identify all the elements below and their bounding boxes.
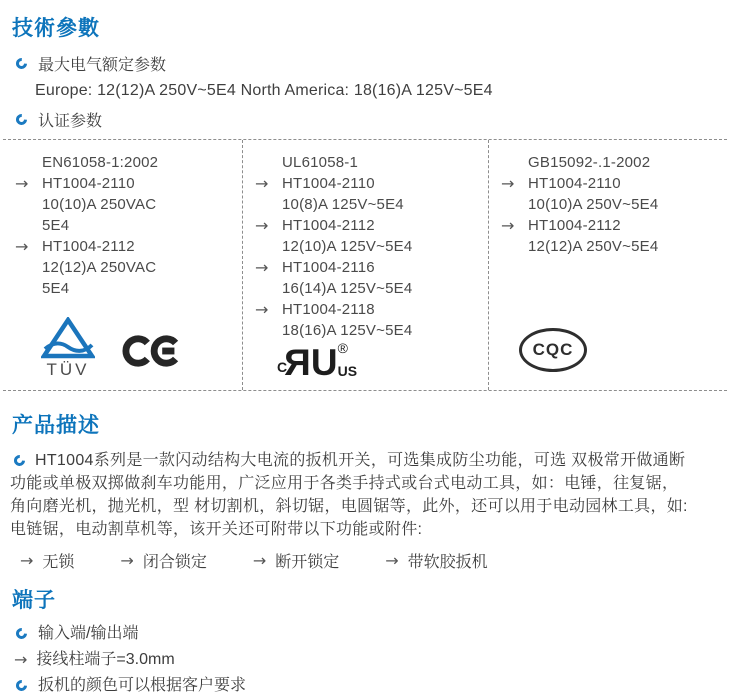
rating-row: 12(10)A 125V~5E4 [282,238,413,255]
model-row [501,173,727,194]
arrow-icon: → [15,236,29,256]
model-row [255,173,488,194]
feature-label: 闭合锁定 [142,554,207,571]
arrow-icon: → [255,299,269,319]
ul-us-label: US [337,363,358,379]
description-line [14,449,730,472]
terminal-label: 扳机的颜色可以根据客户要求 [38,677,247,694]
model-row [15,236,242,257]
cqc-logo [519,328,587,372]
terminal-label: 接线柱端子=3.0mm [36,651,175,668]
model-number: HT1004-2112 [528,217,621,234]
cert-column-gb [489,140,727,390]
model-number: HT1004-2116 [282,259,375,276]
rating-row: 5E4 [42,280,70,297]
ul-right-labels [338,341,357,378]
product-description-section [0,409,730,572]
feature-label: 无锁 [42,554,75,571]
model-number: HT1004-2118 [282,301,375,318]
model-number: HT1004-2110 [528,175,621,192]
ce-mark-icon [121,332,179,370]
rating-row: 12(12)A 250VAC [42,259,157,276]
circle-bullet-icon [12,453,28,469]
standard-name: EN61058-1:2002 [42,154,159,171]
arrow-icon: → [255,215,269,235]
section-title-terminals: 端子 [12,589,56,612]
cert-logos-cqc [501,328,727,382]
description-line: 角向磨光机，抛光机，型 材切割机，斜切锯，电圆锯等，此外，还可以用于电动园林工具，如: [10,498,688,515]
circle-bullet-icon [14,56,30,72]
model-row [501,215,727,236]
arrow-icon: → [255,257,269,277]
model-number: HT1004-2112 [42,238,135,255]
standard-name: UL61058-1 [282,154,359,171]
arrow-icon: → [501,173,515,193]
circle-bullet-icon [14,626,30,642]
arrow-icon: → [15,173,29,193]
model-number: HT1004-2112 [282,217,375,234]
feature-item [385,549,487,572]
rating-row: 5E4 [42,217,70,234]
circle-bullet-icon [14,678,30,694]
terminal-item [16,676,730,695]
certification-table [3,139,727,391]
feature-item [120,549,206,572]
section-title-tech-params: 技術參數 [12,17,100,40]
cert-params-bullet [16,108,730,131]
standard-name: GB15092-.1-2002 [528,154,651,171]
rating-row: 10(10)A 250VAC [42,196,157,213]
cert-logos-en [15,317,242,382]
model-number: HT1004-2110 [282,175,375,192]
cert-column-en [3,140,243,390]
feature-item [20,549,74,572]
model-row [255,299,488,320]
rating-row: 12(12)A 250V~5E4 [528,238,659,255]
feature-label: 带软胶扳机 [407,554,488,571]
model-row [255,257,488,278]
max-rating-label: 最大电气额定参数 [38,57,167,74]
terminals-section [0,584,730,695]
rating-row: 16(14)A 125V~5E4 [282,280,413,297]
rating-row: 18(16)A 125V~5E4 [282,322,413,339]
cert-params-label: 认证参数 [38,113,103,130]
max-rating-values: Europe: 12(12)A 250V~5E4 North America: 18(16)A 125V~5E4 [35,82,493,99]
feature-item [253,549,339,572]
ul-letters [287,341,335,383]
ul-reversed-r: R [287,341,311,383]
max-rating-bullet [16,52,730,75]
rating-row: 10(10)A 250V~5E4 [528,196,659,213]
model-row [15,173,242,194]
model-number: HT1004-2110 [42,175,135,192]
cert-logos-ul [255,341,488,382]
ul-recognized-mark-icon [277,340,358,383]
tuv-triangle-icon [41,317,95,359]
tech-params-section [0,12,730,131]
ul-c-label: C [277,359,288,375]
arrow-icon: → [20,550,34,570]
rating-row: 10(8)A 125V~5E4 [282,196,404,213]
arrow-icon: → [385,550,399,570]
arrow-icon: → [255,173,269,193]
tuv-label: TÜV [46,360,90,379]
cert-column-ul [243,140,489,390]
circle-bullet-icon [14,112,30,128]
arrow-icon: → [501,215,515,235]
feature-label: 断开锁定 [275,554,340,571]
description-line: 电链锯，电动割草机等，该开关还可附带以下功能或附件: [10,521,423,538]
arrow-icon: → [120,550,134,570]
ul-u: U [310,341,335,383]
registered-symbol: ® [337,340,348,356]
description-line: 功能或单极双掷做刹车功能用，广泛应用于各类手持式或台式电动工具，如：电锤，往复锯， [10,475,679,492]
description-text: HT1004系列是一款闪动结构大电流的扳机开关，可选集成防尘功能，可选 双极常开做通断 [35,452,686,469]
section-title-product-description: 产品描述 [12,414,100,437]
feature-list [20,549,730,572]
cqc-label: CQC [532,340,574,359]
terminal-item [14,650,730,669]
model-row [255,215,488,236]
terminal-item [16,624,730,643]
tuv-logo [37,317,99,380]
terminal-label: 输入端/输出端 [38,625,139,642]
arrow-icon: → [14,649,28,669]
arrow-icon: → [252,550,267,570]
